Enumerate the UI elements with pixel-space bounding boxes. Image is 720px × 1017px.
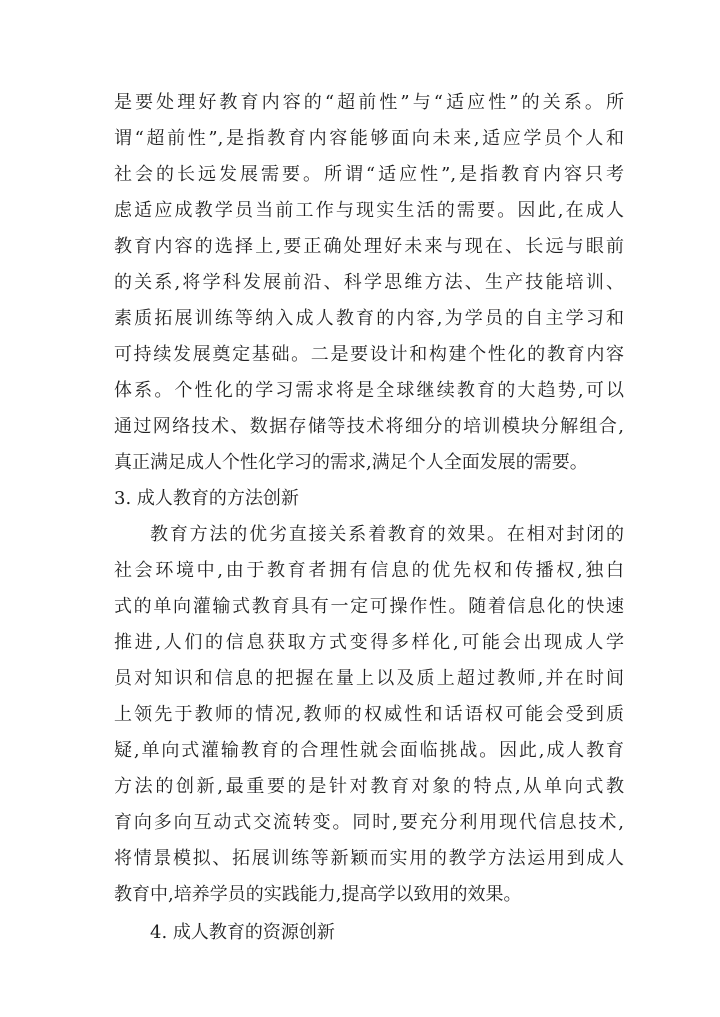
paragraph-line: 教育内容的选择上,要正确处理好未来与现在、长远与眼前: [114, 236, 624, 257]
paragraph-line: 育向多向互动式交流转变。同时,要充分利用现代信息技术,: [114, 812, 624, 833]
paragraph-line: 通过网络技术、数据存储等技术将细分的培训模块分解组合,: [114, 416, 624, 437]
paragraph-line: 谓“超前性”,是指教育内容能够面向未来,适应学员个人和: [114, 128, 624, 149]
paragraph-line: 推进,人们的信息获取方式变得多样化,可能会出现成人学: [114, 632, 624, 653]
section-heading: 3. 成人教育的方法创新: [114, 488, 299, 509]
paragraph-line: 方法的创新,最重要的是针对教育对象的特点,从单向式教: [114, 776, 624, 797]
paragraph-line: 疑,单向式灌输教育的合理性就会面临挑战。因此,成人教育: [114, 740, 624, 761]
section-heading: 4. 成人教育的资源创新: [150, 922, 335, 943]
paragraph-line: 可持续发展奠定基础。二是要设计和构建个性化的教育内容: [114, 344, 624, 365]
paragraph-line: 体系。个性化的学习需求将是全球继续教育的大趋势,可以: [114, 380, 624, 401]
paragraph-line: 员对知识和信息的把握在量上以及质上超过教师,并在时间: [114, 668, 624, 689]
paragraph-line: 将情景模拟、拓展训练等新颖而实用的教学方法运用到成人: [114, 848, 624, 869]
paragraph-line: 教育中,培养学员的实践能力,提高学以致用的效果。: [114, 884, 522, 905]
paragraph-line: 素质拓展训练等纳入成人教育的内容,为学员的自主学习和: [114, 308, 624, 329]
paragraph-line: 社会的长远发展需要。所谓“适应性”,是指教育内容只考: [114, 164, 624, 185]
paragraph-line: 虑适应成教学员当前工作与现实生活的需要。因此,在成人: [114, 200, 624, 221]
paragraph-line: 上领先于教师的情况,教师的权威性和话语权可能会受到质: [114, 704, 624, 725]
paragraph-line: 的关系,将学科发展前沿、科学思维方法、生产技能培训、: [114, 272, 624, 293]
paragraph-line: 社会环境中,由于教育者拥有信息的优先权和传播权,独白: [114, 560, 624, 581]
paragraph-line: 教育方法的优劣直接关系着教育的效果。在相对封闭的: [150, 524, 624, 545]
paragraph-line: 是要处理好教育内容的“超前性”与“适应性”的关系。所: [114, 92, 624, 113]
paragraph-line: 真正满足成人个性化学习的需求,满足个人全面发展的需要。: [114, 452, 588, 473]
paragraph-line: 式的单向灌输式教育具有一定可操作性。随着信息化的快速: [114, 596, 624, 617]
